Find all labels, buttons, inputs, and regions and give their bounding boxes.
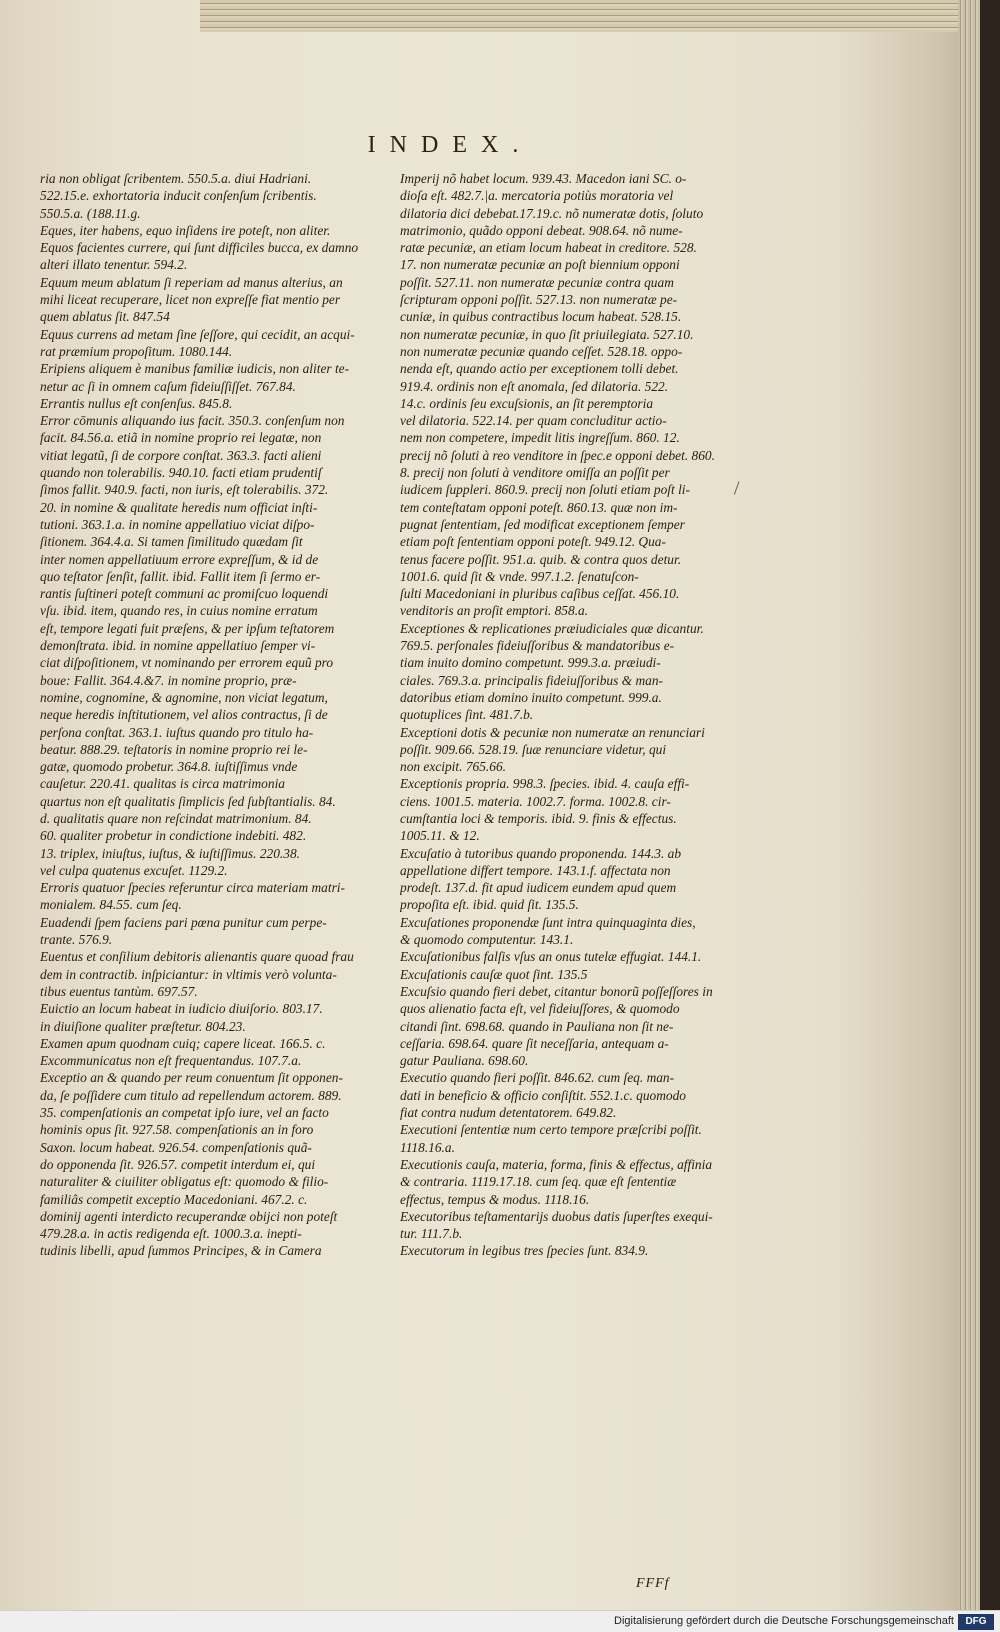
index-line: ciat diſpoſitionem, vt nominando per errorem equũ pro: [40, 655, 334, 671]
index-line: 13. triplex, iniuſtus, iuſtus, & iuſtiſſimus. 220.38.: [40, 845, 301, 861]
index-line: Exceptio an & quando per reum conuentum ſit opponen-: [40, 1070, 343, 1086]
index-line: netur ac ſi in omnem caſum fideiuſſiſſet. 767.84.: [40, 378, 296, 394]
index-line: 20. in nomine & qualitate heredis num officiat inſti-: [40, 499, 318, 515]
index-line: 60. qualiter probetur in condictione indebiti. 482.: [40, 828, 307, 844]
index-line: Saxon. locum habeat. 926.54. compenſationis quã-: [40, 1139, 312, 1155]
index-line: 550.5.a. (188.11.g.: [40, 205, 141, 221]
signature-mark: FFFf: [636, 1576, 670, 1591]
index-line: ſcripturam opponi poſſit. 527.13. non numeratæ pe-: [400, 292, 678, 308]
index-line: vel dilatoria. 522.14. per quam concluditur actio-: [400, 413, 667, 429]
index-line: Equos facientes currere, qui ſunt difficiles bucca, ex damno: [40, 240, 359, 256]
index-line: da, ſe poſſidere cum titulo ad repellendum actorem. 889.: [40, 1087, 342, 1103]
index-line: tur. 111.7.b.: [400, 1226, 463, 1242]
index-line: 1001.6. quid ſit & vnde. 997.1.2. ſenatuſcon-: [400, 568, 639, 584]
index-line: Errantis nullus eſt conſenſus. 845.8.: [40, 395, 233, 411]
page-top-edges: [200, 0, 980, 32]
index-line: rantis ſuſtineri poteſt communi ac promiſcuo loquendi: [40, 586, 329, 602]
index-line: ciens. 1001.5. materia. 1002.7. forma. 1002.8. cir-: [400, 793, 671, 809]
index-line: pugnat ſententiam, ſed modificat exceptionem ſemper: [400, 516, 685, 532]
index-line: Excuſatio à tutoribus quando proponenda. 144.3. ab: [400, 845, 682, 861]
index-line: Excuſationibus falſis vſus an onus tutelæ effugiat. 144.1.: [400, 949, 702, 965]
index-line: nenda eſt, quando actio per exceptionem tolli debet.: [400, 361, 679, 377]
index-line: 769.5. perſonales fideiuſſoribus & mandatoribus e-: [400, 638, 675, 654]
index-line: Excuſsio quando fieri debet, citantur bonorũ poſſeſſores in: [400, 983, 713, 999]
index-line: 522.15.e. exhortatoria inducit conſenſum ſcribentis.: [40, 188, 317, 204]
index-line: familiâs competit exceptio Macedoniani. 467.2. c.: [40, 1191, 308, 1207]
index-line: gatur Pauliana. 698.60.: [400, 1053, 529, 1069]
index-line: propoſita eſt. ibid. quid ſit. 135.5.: [400, 897, 579, 913]
index-line: non excipit. 765.66.: [400, 759, 506, 775]
index-line: 1118.16.a.: [400, 1139, 455, 1155]
index-line: iudicem ſuppleri. 860.9. precij non ſoluti etiam poſt li-: [400, 482, 690, 498]
index-line: Euentus et conſilium debitoris alienantis quare quoad frau: [40, 949, 354, 965]
index-line: do opponenda ſit. 926.57. competit interdum ei, qui: [40, 1156, 316, 1172]
index-line: 17. non numeratæ pecuniæ an poſt biennium opponi: [400, 257, 680, 273]
index-line: ria non obligat ſcribentem. 550.5.a. diui Hadriani.: [40, 171, 312, 186]
index-line: quos alienatio facta eſt, vel fideiuſſores, & quomodo: [400, 1001, 680, 1017]
index-line: 8. precij non ſoluti à venditore omiſſa an poſſit per: [400, 465, 670, 481]
index-line: Error cōmunis aliquando ius facit. 350.3. conſenſum non: [40, 413, 345, 429]
index-line: Excuſationes proponendæ ſunt intra quinquaginta dies,: [400, 914, 696, 930]
index-line: quotuplices ſint. 481.7.b.: [400, 707, 534, 723]
index-line: cumſtantia loci & temporis. ibid. 9. finis & effectus.: [400, 810, 677, 826]
index-line: ciales. 769.3.a. principalis fideiuſſoribus & man-: [400, 672, 663, 688]
index-line: precij nõ ſoluti à reo venditore in ſpec.e opponi debet. 860.: [400, 447, 715, 463]
index-line: non numeratæ pecuniæ quando ceſſet. 528.18. oppo-: [400, 343, 683, 359]
index-line: tiam inuito domino competunt. 999.3.a. præiudi-: [400, 655, 661, 671]
index-line: dominij agenti interdicto recuperandæ obijci non poteſt: [40, 1208, 338, 1224]
index-line: Eripiens aliquem è manibus familiæ iudicis, non aliter te-: [40, 361, 350, 377]
index-line: Imperij nõ habet locum. 939.43. Macedon iani SC. o-: [400, 171, 687, 186]
index-line: appellatione differt tempore. 143.1.f. affectata non: [400, 862, 671, 878]
index-line: Exceptionis propria. 998.3. ſpecies. ibid. 4. cauſa effi-: [400, 776, 690, 792]
index-line: tenus facere poſſit. 951.a. quib. & contra quos detur.: [400, 551, 682, 567]
index-line: ratæ pecuniæ, an etiam locum habeat in creditore. 528.: [400, 240, 697, 256]
index-line: ceſſaria. 698.64. quare ſit neceſſaria, antequam a-: [400, 1035, 669, 1051]
index-line: Excuſationis cauſæ quot ſint. 135.5: [400, 966, 588, 982]
index-line: nomine, cognomine, & agnomine, non viciat legatum,: [40, 689, 328, 705]
index-line: naturaliter & ciuiliter obligatus eſt: quomodo & filio-: [40, 1174, 329, 1190]
index-line: neque heredis inſtitutionem, vel alios contractus, ſi de: [40, 707, 328, 723]
index-line: quem ablatus ſit. 847.54: [40, 309, 170, 325]
index-line: dem in contractib. inſpiciantur: in vltimis verò volunta-: [40, 966, 337, 982]
index-line: 35. compenſationis an competat ipſo iure, vel an facto: [40, 1105, 329, 1121]
index-line: dati in beneficio & officio conſiſtit. 552.1.c. quomodo: [400, 1087, 687, 1103]
index-line: fiat contra nudum detentatorem. 649.82.: [400, 1105, 617, 1121]
index-line: vſu. ibid. item, quando res, in cuius nomine erratum: [40, 603, 318, 619]
index-line: Executoribus teſtamentarijs duobus datis ſuperſtes exequi-: [400, 1208, 713, 1224]
index-line: hominis opus ſit. 927.58. compenſationis an in foro: [40, 1122, 314, 1138]
index-line: Euadendi ſpem faciens pari pœna punitur cum perpe-: [40, 914, 327, 930]
index-line: Excommunicatus non eſt frequentandus. 107.7.a.: [40, 1053, 302, 1069]
index-line: in diuiſione qualiter præſtetur. 804.23.: [40, 1018, 246, 1034]
page-header: INDEX.: [367, 132, 533, 158]
footer-credit: Digitalisierung gefördert durch die Deutsche Forschungsgemeinschaft: [614, 1615, 954, 1627]
index-line: venditoris an proſit emptori. 858.a.: [400, 603, 589, 619]
index-line: Erroris quatuor ſpecies referuntur circa materiam matri-: [40, 880, 345, 896]
index-line: & contraria. 1119.17.18. cum ſeq. quæ eſt ſententiæ: [400, 1174, 677, 1190]
index-line: facit. 84.56.a. etiã in nomine proprio rei legatæ, non: [40, 430, 322, 446]
index-line: trante. 576.9.: [40, 932, 113, 948]
index-line: ſitionem. 364.4.a. Si tamen ſimilitudo quædam ſit: [40, 534, 303, 550]
index-line: citandi ſint. 698.68. quando in Pauliana non ſit ne-: [400, 1018, 674, 1034]
index-line: beatur. 888.29. teſtatoris in nomine proprio rei le-: [40, 741, 308, 757]
index-line: datoribus etiam domino inuito competunt. 999.a.: [400, 689, 662, 705]
index-line: ſimos fallit. 940.9. facti, non iuris, eſt tolerabilis. 372.: [40, 482, 329, 498]
index-line: vitiat legatũ, ſi de corpore conſtat. 363.3. facti alieni: [40, 447, 322, 463]
index-line: Exceptiones & replicationes præiudiciales quæ dicantur.: [400, 620, 704, 636]
index-line: Examen apum quodnam cuiq; capere liceat. 166.5. c.: [40, 1035, 326, 1051]
index-column-right: [400, 170, 770, 1260]
index-line: 14.c. ordinis ſeu excuſsionis, an ſit peremptoria: [400, 395, 654, 411]
index-line: rat præmium propoſitum. 1080.144.: [40, 343, 233, 359]
index-line: mihi liceat recuperare, licet non expreſſe fiat mentio per: [40, 292, 341, 308]
index-line: vel culpa quatenus excuſet. 1129.2.: [40, 862, 228, 878]
index-line: Euictio an locum habeat in iudicio diuiſorio. 803.17.: [40, 1001, 323, 1017]
dfg-logo: DFG: [958, 1614, 994, 1630]
index-line: Equus currens ad metam ſine ſeſſore, qui cecidit, an acqui-: [40, 326, 355, 342]
index-line: 1005.11. & 12.: [400, 828, 480, 844]
index-line: Executioni ſententiæ num certo tempore præſcribi poſſit.: [400, 1122, 702, 1138]
index-column-left: [40, 170, 410, 1260]
index-line: boue: Fallit. 364.4.&7. in nomine proprio, præ-: [40, 672, 297, 688]
index-line: tibus euentus tantùm. 697.57.: [40, 983, 198, 999]
index-line: d. qualitatis quare non reſcindat matrimonium. 84.: [40, 810, 312, 826]
index-line: Equum meum ablatum ſi reperiam ad manus alterius, an: [40, 274, 343, 290]
index-line: poſſit. 909.66. 528.19. ſuæ renunciare videtur, qui: [400, 741, 667, 757]
index-line: Executio quando fieri poſſit. 846.62. cum ſeq. man-: [400, 1070, 675, 1086]
index-line: quartus non eſt qualitatis ſimplicis ſed ſubſtantialis. 84.: [40, 793, 336, 809]
index-line: quando non tolerabilis. 940.10. facti etiam prudentiſ: [40, 465, 322, 481]
index-line: effectus, tempus & modus. 1118.16.: [400, 1191, 590, 1207]
index-line: dilatoria dici debebat.17.19.c. nõ numeratæ dotis, ſoluto: [400, 205, 704, 221]
index-line: tudinis libelli, apud ſummos Principes, & in Camera: [40, 1243, 322, 1259]
index-line: poſſit. 527.11. non numeratæ pecuniæ contra quam: [400, 274, 674, 290]
index-line: dioſa eſt. 482.7.|a. mercatoria potiùs moratoria vel: [400, 188, 674, 204]
index-line: Exceptioni dotis & pecuniæ non numeratæ an renunciari: [400, 724, 705, 740]
index-line: monialem. 84.55. cum ſeq.: [40, 897, 182, 913]
index-line: nem non competere, impedit litis ingreſſum. 860. 12.: [400, 430, 680, 446]
index-line: 919.4. ordinis non eſt anomala, ſed dilatoria. 522.: [400, 378, 669, 394]
index-line: ſulti Macedoniani in pluribus caſibus ceſſat. 456.10.: [400, 586, 680, 602]
index-line: quo teſtator ſenſit, fallit. ibid. Fallit item ſi ſermo er-: [40, 568, 321, 584]
page-fore-edge: [958, 0, 980, 1632]
index-line: etiam poſt ſententiam opponi poteſt. 949.12. Qua-: [400, 534, 666, 550]
index-line: perſona conſtat. 363.1. iuſtus quando pro titulo ha-: [40, 724, 314, 740]
index-line: Executorum in legibus tres ſpecies ſunt. 834.9.: [400, 1243, 649, 1259]
index-line: cuniæ, in quibus contractibus locum habeat. 528.15.: [400, 309, 682, 325]
index-line: matrimonio, quãdo opponi debeat. 908.64. nõ nume-: [400, 222, 683, 238]
index-line: Executionis cauſa, materia, forma, finis & effectus, affinia: [400, 1156, 713, 1172]
index-line: tem conteſtatam opponi poteſt. 860.13. quæ non im-: [400, 499, 678, 515]
index-line: eſt, tempore legati fuit præſens, & per ipſum teſtatorem: [40, 620, 335, 636]
index-line: prodeſt. 137.d. fit apud iudicem eundem apud quem: [400, 880, 677, 896]
index-line: Eques, iter habens, equo inſidens ire poteſt, non aliter.: [40, 222, 331, 238]
index-line: & quomodo computentur. 143.1.: [400, 932, 574, 948]
index-line: non numeratæ pecuniæ, in quo ſit priuilegiata. 527.10.: [400, 326, 694, 342]
index-line: demonſtrata. ibid. in nomine appellatiuo ſemper vi-: [40, 638, 316, 654]
index-line: tutioni. 363.1.a. in nomine appellatiuo viciat diſpo-: [40, 516, 315, 532]
index-line: inter nomen appellatiuum errore expreſſum, & id de: [40, 551, 319, 567]
index-line: alteri illato tenentur. 594.2.: [40, 257, 188, 273]
index-line: gatæ, quomodo probetur. 364.8. iuſtiſſimus vnde: [40, 759, 298, 775]
index-line: 479.28.a. in actis redigenda eſt. 1000.3.a. inepti-: [40, 1226, 302, 1242]
index-line: cauſetur. 220.41. qualitas is circa matrimonia: [40, 776, 285, 792]
footer-bar: [0, 1610, 1000, 1632]
